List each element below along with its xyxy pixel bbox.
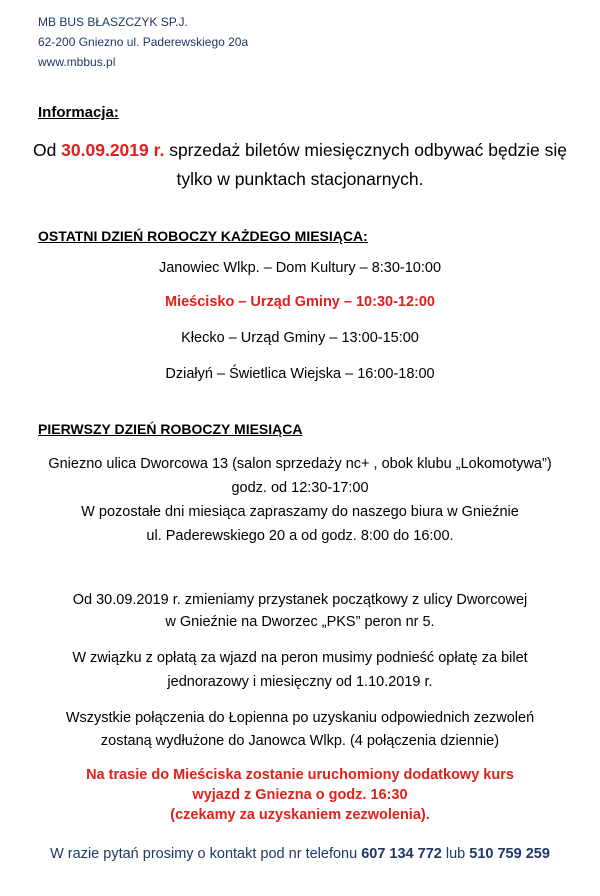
company-address: 62-200 Gniezno ul. Paderewskiego 20a bbox=[38, 35, 249, 49]
stop-change-line-2: w Gnieźnie na Dworzec „PKS” peron nr 5. bbox=[165, 614, 435, 630]
info-line-2: tylko w punktach stacjonarnych. bbox=[176, 169, 424, 189]
extra-course-line-1: Na trasie do Mieściska zostanie uruchomiony dodatkowy kurs bbox=[86, 767, 514, 783]
first-day-line-4: ul. Paderewskiego 20 a od godz. 8:00 do 16:00. bbox=[146, 528, 454, 544]
lopienno-line-1: Wszystkie połączenia do Łopienna po uzyskaniu odpowiednich zezwoleń bbox=[65, 710, 535, 726]
contact-prefix: W razie pytań prosimy o kontakt pod nr telefonu bbox=[50, 846, 362, 862]
first-day-heading: PIERWSZY DZIEŃ ROBOCZY MIESIĄCA bbox=[38, 421, 303, 437]
info-line-1 bbox=[0, 136, 600, 165]
info-text bbox=[0, 136, 600, 194]
schedule-item-dzialyn: Działyń – Świetlica Wiejska – 16:00-18:00 bbox=[165, 366, 435, 382]
contact-phone-1[interactable]: 607 134 772 bbox=[361, 846, 442, 862]
company-name: MB BUS BŁASZCZYK SP.J. bbox=[38, 15, 188, 29]
first-day-line-1: Gniezno ulica Dworcowa 13 (salon sprzedaży nc+ , obok klubu „Lokomotywa”) bbox=[48, 456, 552, 472]
info-heading: Informacja: bbox=[38, 104, 119, 121]
fee-line-1: W związku z opłatą za wjazd na peron musimy podnieść opłatę za bilet bbox=[72, 650, 528, 666]
schedule-item-miescisko: Mieścisko – Urząd Gminy – 10:30-12:00 bbox=[165, 294, 435, 310]
schedule-item-klecko: Kłecko – Urząd Gminy – 13:00-15:00 bbox=[181, 330, 419, 346]
contact-separator: lub bbox=[441, 846, 470, 862]
contact-phone-2[interactable]: 510 759 259 bbox=[469, 846, 550, 862]
first-day-line-2: godz. od 12:30-17:00 bbox=[231, 480, 369, 496]
extra-course-line-3: (czekamy za uzyskaniem zezwolenia). bbox=[170, 807, 430, 823]
company-website: www.mbbus.pl bbox=[38, 55, 116, 69]
info-line-1-prefix: Od bbox=[32, 140, 62, 160]
last-day-heading: OSTATNI DZIEŃ ROBOCZY KAŻDEGO MIESIĄCA: bbox=[38, 228, 368, 244]
fee-line-2: jednorazowy i miesięczny od 1.10.2019 r. bbox=[167, 674, 433, 690]
schedule-item-janowiec: Janowiec Wlkp. – Dom Kultury – 8:30-10:00 bbox=[158, 260, 442, 276]
extra-course-line-2: wyjazd z Gniezna o godz. 16:30 bbox=[192, 787, 408, 803]
info-line-1-suffix: sprzedaż biletów miesięcznych odbywać będzie się bbox=[164, 140, 568, 160]
contact-line bbox=[0, 846, 600, 862]
info-date: 30.09.2019 r. bbox=[61, 140, 165, 160]
company-header bbox=[38, 12, 248, 72]
lopienno-line-2: zostaną wydłużone do Janowca Wlkp. (4 połączenia dziennie) bbox=[100, 733, 500, 749]
stop-change-line-1: Od 30.09.2019 r. zmieniamy przystanek początkowy z ulicy Dworcowej bbox=[72, 592, 528, 608]
first-day-line-3: W pozostałe dni miesiąca zapraszamy do naszego biura w Gnieźnie bbox=[81, 504, 519, 520]
